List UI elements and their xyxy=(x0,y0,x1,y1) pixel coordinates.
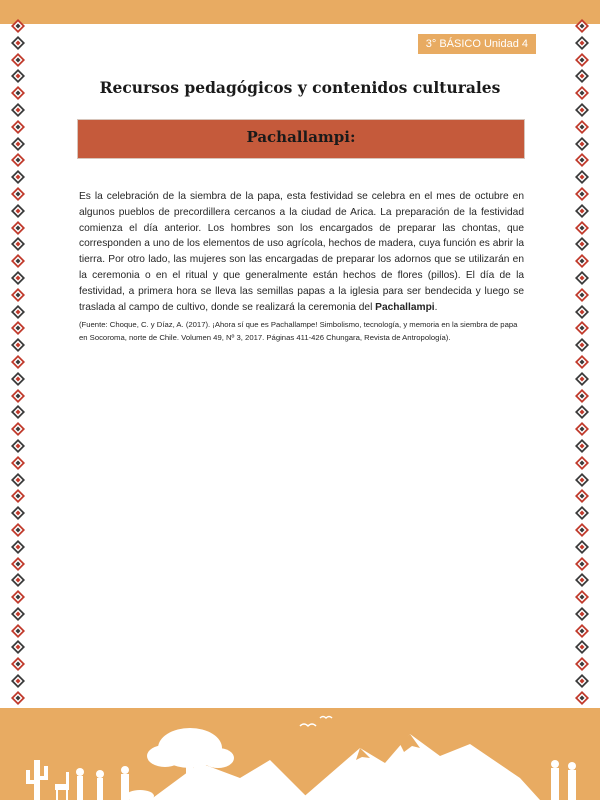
andean-diamond-icon xyxy=(575,690,589,704)
left-border-pattern xyxy=(7,18,29,718)
body-bold-term: Pachallampi xyxy=(375,301,435,313)
section-title: Pachallampi: xyxy=(246,128,356,146)
andean-diamond-icon xyxy=(575,539,589,553)
andean-diamond-icon xyxy=(575,186,589,200)
andean-diamond-icon xyxy=(11,236,25,250)
andean-diamond-icon xyxy=(575,253,589,267)
andean-diamond-icon xyxy=(575,656,589,670)
andean-diamond-icon xyxy=(575,320,589,334)
andean-diamond-icon xyxy=(575,472,589,486)
andean-diamond-icon xyxy=(575,589,589,603)
andean-diamond-icon xyxy=(11,438,25,452)
andean-diamond-icon xyxy=(575,371,589,385)
andean-diamond-icon xyxy=(11,186,25,200)
section-title-box xyxy=(78,120,524,158)
andean-diamond-icon xyxy=(575,270,589,284)
andean-diamond-icon xyxy=(575,119,589,133)
andean-diamond-icon xyxy=(11,656,25,670)
andean-diamond-icon xyxy=(575,421,589,435)
andean-diamond-icon xyxy=(11,220,25,234)
andean-diamond-icon xyxy=(575,639,589,653)
andean-diamond-icon xyxy=(575,606,589,620)
andean-diamond-icon xyxy=(575,455,589,469)
andean-diamond-icon xyxy=(11,623,25,637)
andean-diamond-icon xyxy=(11,388,25,402)
andean-diamond-icon xyxy=(11,539,25,553)
andean-diamond-icon xyxy=(11,371,25,385)
andean-diamond-icon xyxy=(11,136,25,150)
andean-diamond-icon xyxy=(575,337,589,351)
andean-diamond-icon xyxy=(11,556,25,570)
andean-diamond-icon xyxy=(11,522,25,536)
andean-diamond-icon xyxy=(575,572,589,586)
andean-diamond-icon xyxy=(575,35,589,49)
andean-diamond-icon xyxy=(11,589,25,603)
andean-diamond-icon xyxy=(575,152,589,166)
andean-diamond-icon xyxy=(11,404,25,418)
page-title: Recursos pedagógicos y contenidos culturales xyxy=(99,78,501,97)
andean-diamond-icon xyxy=(11,18,25,32)
andean-diamond-icon xyxy=(11,639,25,653)
andean-diamond-icon xyxy=(11,119,25,133)
andean-diamond-icon xyxy=(575,236,589,250)
andean-diamond-icon xyxy=(575,136,589,150)
andean-diamond-icon xyxy=(575,220,589,234)
header-band xyxy=(0,0,600,24)
andean-diamond-icon xyxy=(11,169,25,183)
andean-diamond-icon xyxy=(575,673,589,687)
andean-diamond-icon xyxy=(575,18,589,32)
andean-diamond-icon xyxy=(11,505,25,519)
andean-diamond-icon xyxy=(11,102,25,116)
andean-diamond-icon xyxy=(575,52,589,66)
andean-diamond-icon xyxy=(575,388,589,402)
body-text: Es la celebración de la siembra de la papa, esta festividad se celebra en el mes de octubre en algunos pueblos de precordillera cercanos a la ciudad de Arica. La preparación de la festividad comienza el día anterior. Los hombres son los encargados de preparar las chontas, que corresponden a uno de los elementos de uso agrícola, hechos de madera, cuya función es abrir la tierra. Por otro lado, las mujeres son las encargadas de preparar los adornos que se utilizarán en la ceremonia o en el ritual y que generalmente están hechos de flores (pillos). El día de la festividad, a primera hora se lleva las semillas papas a la iglesia para ser bendecida y luego se traslada al campo de cultivo, donde se realizará la ceremonia del xyxy=(79,191,524,313)
andean-diamond-icon xyxy=(575,287,589,301)
andean-diamond-icon xyxy=(11,337,25,351)
andean-diamond-icon xyxy=(11,203,25,217)
andean-diamond-icon xyxy=(11,52,25,66)
andean-diamond-icon xyxy=(11,287,25,301)
andean-diamond-icon xyxy=(575,505,589,519)
andean-diamond-icon xyxy=(575,203,589,217)
andean-diamond-icon xyxy=(11,354,25,368)
andean-diamond-icon xyxy=(11,606,25,620)
andean-diamond-icon xyxy=(11,253,25,267)
source-citation: (Fuente: Choque, C. y Díaz, A. (2017). ¡Ahora sí que es Pachallampe! Simbolismo, tecnología, y memoria en la siembra de papa en Socoroma, norte de Chile. Volumen 49, Nº 3, 2017. Páginas 411-426 Chungara, Revista de Antropología). xyxy=(79,320,518,342)
right-border-pattern xyxy=(571,18,593,718)
body-paragraph xyxy=(79,189,524,315)
andean-diamond-icon xyxy=(11,488,25,502)
andean-diamond-icon xyxy=(11,455,25,469)
andean-diamond-icon xyxy=(575,404,589,418)
andean-diamond-icon xyxy=(11,673,25,687)
andean-diamond-icon xyxy=(11,320,25,334)
grade-unit-label: 3° BÁSICO Unidad 4 xyxy=(418,34,536,54)
andean-diamond-icon xyxy=(11,35,25,49)
andean-diamond-icon xyxy=(575,169,589,183)
andean-diamond-icon xyxy=(575,488,589,502)
andean-diamond-icon xyxy=(11,421,25,435)
andean-diamond-icon xyxy=(11,690,25,704)
body-end: . xyxy=(434,301,438,313)
andean-diamond-icon xyxy=(11,304,25,318)
andean-diamond-icon xyxy=(11,572,25,586)
andean-diamond-icon xyxy=(575,102,589,116)
andean-diamond-icon xyxy=(11,152,25,166)
andean-diamond-icon xyxy=(575,304,589,318)
andean-diamond-icon xyxy=(575,354,589,368)
andean-diamond-icon xyxy=(575,623,589,637)
andean-diamond-icon xyxy=(575,522,589,536)
andean-diamond-icon xyxy=(575,556,589,570)
andean-diamond-icon xyxy=(11,270,25,284)
andean-diamond-icon xyxy=(575,438,589,452)
andean-diamond-icon xyxy=(11,472,25,486)
footer-landscape xyxy=(0,708,600,800)
